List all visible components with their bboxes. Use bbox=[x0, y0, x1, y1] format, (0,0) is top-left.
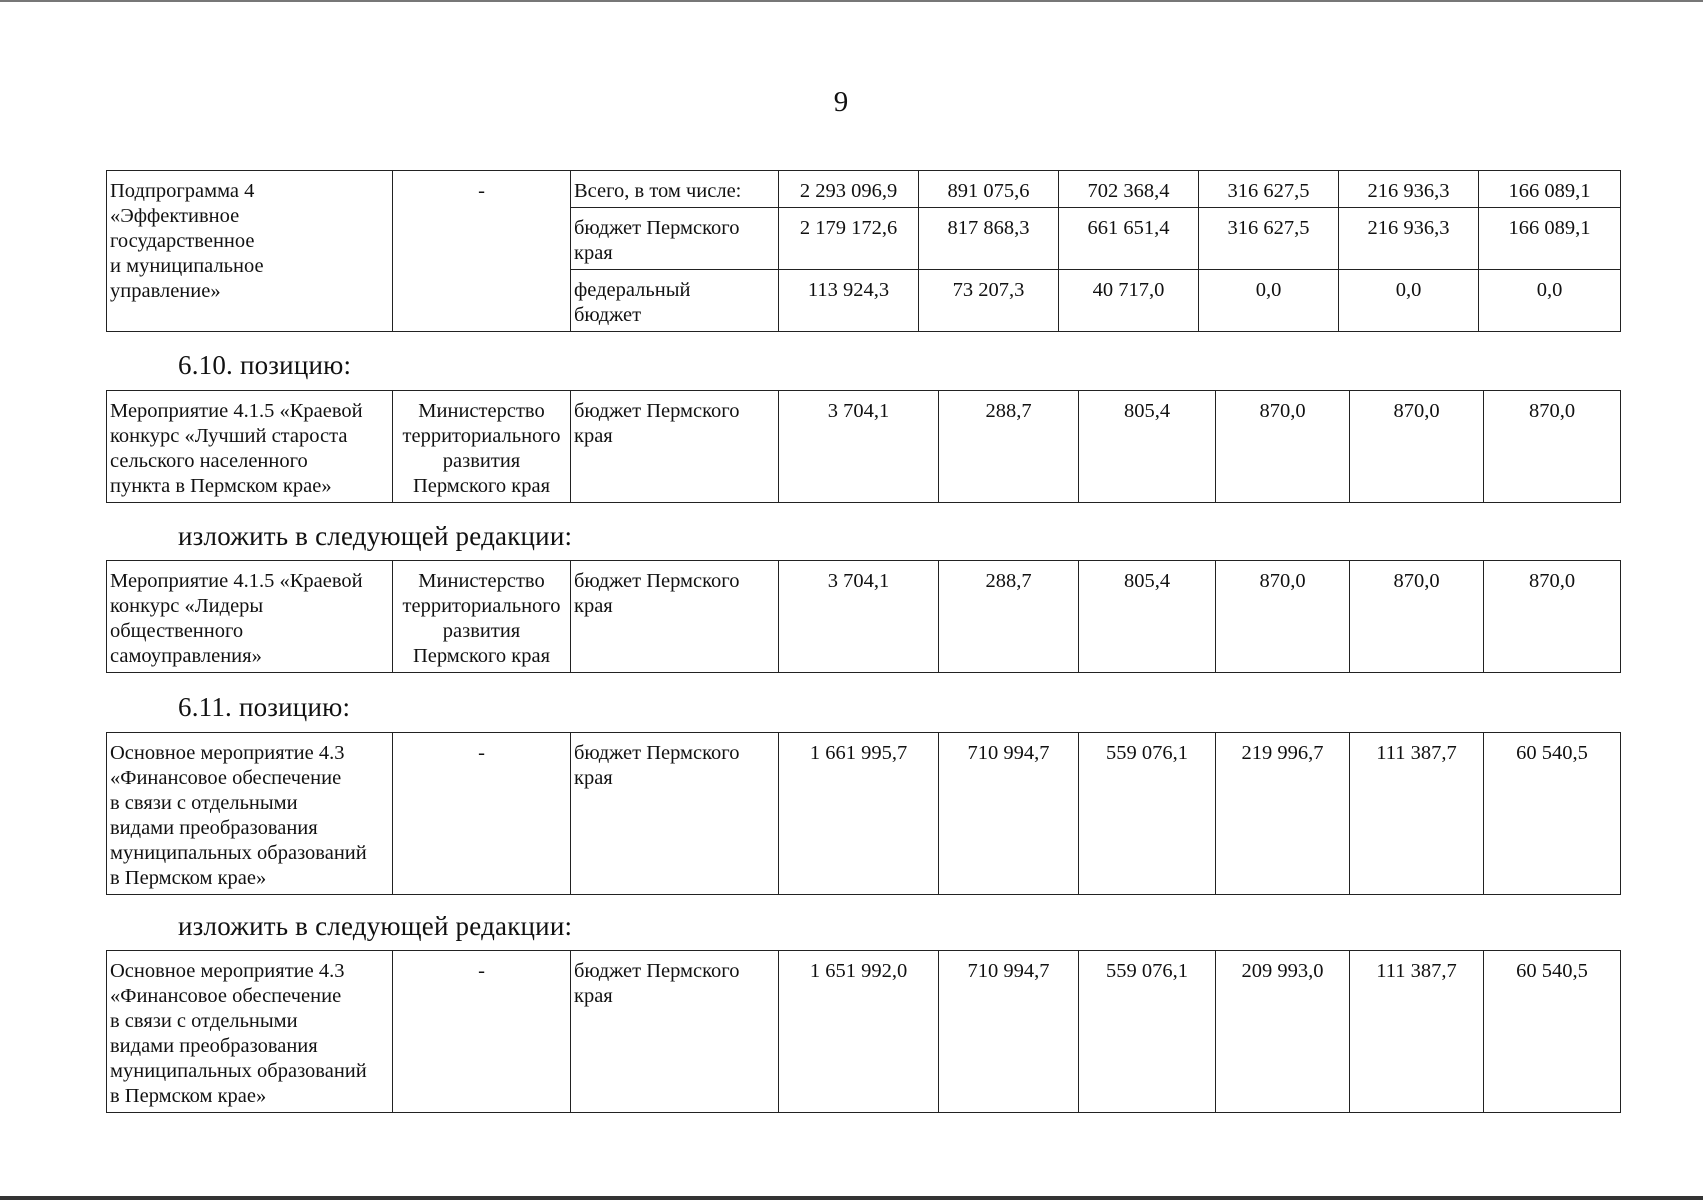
funding-source-line: края bbox=[574, 985, 613, 1007]
funding-source-cell bbox=[571, 951, 779, 1113]
measure-name-line: пункта в Пермском крае» bbox=[110, 475, 332, 497]
value-cell: 0,0 bbox=[1339, 270, 1479, 332]
measure-name-line: самоуправления» bbox=[110, 645, 262, 667]
value-cell: 111 387,7 bbox=[1350, 733, 1484, 895]
value-cell: 40 717,0 bbox=[1059, 270, 1199, 332]
funding-source-line: бюджет bbox=[574, 304, 642, 326]
measure-name-line: видами преобразования bbox=[110, 1035, 318, 1057]
funding-source-line: бюджет Пермского bbox=[574, 217, 740, 239]
value-cell: 2 293 096,9 bbox=[779, 171, 919, 208]
measure-name-line: видами преобразования bbox=[110, 817, 318, 839]
measure-4-1-5-old-table bbox=[106, 390, 1621, 503]
measure-name-line: Основное мероприятие 4.3 bbox=[110, 960, 345, 982]
funding-source-line: федеральный bbox=[574, 279, 691, 301]
value-cell: 60 540,5 bbox=[1484, 733, 1621, 895]
value-cell: 870,0 bbox=[1484, 391, 1621, 503]
value-cell: 817 868,3 bbox=[919, 208, 1059, 270]
responsible-cell: - bbox=[393, 733, 571, 895]
funding-source-line: края bbox=[574, 242, 613, 264]
subprogram-name-line: и муниципальное bbox=[110, 255, 264, 277]
funding-source-line: бюджет Пермского bbox=[574, 400, 740, 422]
value-cell: 166 089,1 bbox=[1479, 208, 1621, 270]
value-cell: 0,0 bbox=[1199, 270, 1339, 332]
measure-name-line: в Пермском крае» bbox=[110, 1085, 267, 1107]
value-cell: 0,0 bbox=[1479, 270, 1621, 332]
value-cell: 219 996,7 bbox=[1216, 733, 1350, 895]
value-cell: 702 368,4 bbox=[1059, 171, 1199, 208]
funding-source-line: края bbox=[574, 595, 613, 617]
measure-name-cell bbox=[107, 951, 393, 1113]
measure-4-3-new-table bbox=[106, 950, 1621, 1113]
measure-4-1-5-new-table bbox=[106, 560, 1621, 673]
measure-name-cell bbox=[107, 391, 393, 503]
measure-name-line: «Финансовое обеспечение bbox=[110, 985, 342, 1007]
value-cell: 3 704,1 bbox=[779, 391, 939, 503]
value-cell: 891 075,6 bbox=[919, 171, 1059, 208]
section-heading-6-10: 6.10. позицию: bbox=[178, 350, 352, 380]
section-heading-6-11: 6.11. позицию: bbox=[178, 692, 351, 722]
value-cell: 3 704,1 bbox=[779, 561, 939, 673]
value-cell: 710 994,7 bbox=[939, 951, 1079, 1113]
measure-name-line: конкурс «Лидеры bbox=[110, 595, 264, 617]
measure-name-line: в связи с отдельными bbox=[110, 1010, 298, 1032]
responsible-line: территориального bbox=[402, 425, 561, 447]
subprogram-table bbox=[106, 170, 1621, 332]
measure-name-line: Мероприятие 4.1.5 «Краевой bbox=[110, 400, 363, 422]
measure-name-line: в Пермском крае» bbox=[110, 867, 267, 889]
value-cell: 216 936,3 bbox=[1339, 171, 1479, 208]
responsible-line: развития bbox=[442, 450, 521, 472]
value-cell: 661 651,4 bbox=[1059, 208, 1199, 270]
measure-name-line: «Финансовое обеспечение bbox=[110, 767, 342, 789]
section-heading-edit-2: изложить в следующей редакции: bbox=[178, 911, 573, 941]
value-cell: 113 924,3 bbox=[779, 270, 919, 332]
responsible-cell bbox=[393, 391, 571, 503]
responsible-line: развития bbox=[442, 620, 521, 642]
value-cell: 870,0 bbox=[1484, 561, 1621, 673]
funding-source-cell bbox=[571, 171, 779, 208]
value-cell: 73 207,3 bbox=[919, 270, 1059, 332]
measure-name-line: сельского населенного bbox=[110, 450, 308, 472]
measure-name-line: муниципальных образований bbox=[110, 1060, 367, 1082]
page-number: 9 bbox=[833, 86, 849, 118]
responsible-line: Пермского края bbox=[412, 645, 551, 667]
value-cell: 111 387,7 bbox=[1350, 951, 1484, 1113]
value-cell: 1 661 995,7 bbox=[779, 733, 939, 895]
responsible-line: Министерство bbox=[418, 400, 545, 422]
measure-name-line: муниципальных образований bbox=[110, 842, 367, 864]
responsible-cell bbox=[393, 561, 571, 673]
responsible-cell: - bbox=[393, 951, 571, 1113]
responsible-line: территориального bbox=[402, 595, 561, 617]
subprogram-name-line: Подпрограмма 4 bbox=[110, 180, 255, 202]
funding-source-cell bbox=[571, 561, 779, 673]
measure-name-line: Основное мероприятие 4.3 bbox=[110, 742, 345, 764]
funding-source-line: бюджет Пермского bbox=[574, 570, 740, 592]
measure-name-line: в связи с отдельными bbox=[110, 792, 298, 814]
table-row bbox=[107, 951, 1621, 1113]
value-cell: 710 994,7 bbox=[939, 733, 1079, 895]
table-row bbox=[107, 561, 1621, 673]
scan-edge-bottom bbox=[0, 1196, 1703, 1200]
value-cell: 805,4 bbox=[1079, 561, 1216, 673]
value-cell: 1 651 992,0 bbox=[779, 951, 939, 1113]
measure-4-3-old-table bbox=[106, 732, 1621, 895]
measure-name-line: Мероприятие 4.1.5 «Краевой bbox=[110, 570, 363, 592]
table-row bbox=[107, 391, 1621, 503]
value-cell: 870,0 bbox=[1350, 391, 1484, 503]
value-cell: 559 076,1 bbox=[1079, 733, 1216, 895]
value-cell: 60 540,5 bbox=[1484, 951, 1621, 1113]
value-cell: 288,7 bbox=[939, 561, 1079, 673]
funding-source-line: края bbox=[574, 425, 613, 447]
value-cell: 805,4 bbox=[1079, 391, 1216, 503]
measure-name-line: конкурс «Лучший староста bbox=[110, 425, 348, 447]
scan-edge-top bbox=[0, 0, 1703, 2]
value-cell: 870,0 bbox=[1216, 561, 1350, 673]
responsible-line: Пермского края bbox=[412, 475, 551, 497]
value-cell: 316 627,5 bbox=[1199, 208, 1339, 270]
funding-source-line: Всего, в том числе: bbox=[574, 180, 742, 202]
subprogram-name-line: «Эффективное bbox=[110, 205, 240, 227]
value-cell: 559 076,1 bbox=[1079, 951, 1216, 1113]
responsible-line: Министерство bbox=[418, 570, 545, 592]
value-cell: 209 993,0 bbox=[1216, 951, 1350, 1113]
funding-source-cell bbox=[571, 270, 779, 332]
funding-source-cell bbox=[571, 391, 779, 503]
value-cell: 166 089,1 bbox=[1479, 171, 1621, 208]
measure-name-cell bbox=[107, 561, 393, 673]
value-cell: 316 627,5 bbox=[1199, 171, 1339, 208]
value-cell: 216 936,3 bbox=[1339, 208, 1479, 270]
funding-source-cell bbox=[571, 208, 779, 270]
value-cell: 288,7 bbox=[939, 391, 1079, 503]
funding-source-cell bbox=[571, 733, 779, 895]
funding-source-line: края bbox=[574, 767, 613, 789]
measure-name-cell bbox=[107, 733, 393, 895]
funding-source-line: бюджет Пермского bbox=[574, 960, 740, 982]
subprogram-name-cell bbox=[107, 171, 393, 332]
section-heading-edit-1: изложить в следующей редакции: bbox=[178, 521, 573, 551]
value-cell: 870,0 bbox=[1350, 561, 1484, 673]
value-cell: 870,0 bbox=[1216, 391, 1350, 503]
subprogram-name-line: управление» bbox=[110, 280, 221, 302]
subprogram-name-line: государственное bbox=[110, 230, 255, 252]
funding-source-line: бюджет Пермского bbox=[574, 742, 740, 764]
measure-name-line: общественного bbox=[110, 620, 244, 642]
responsible-cell: - bbox=[393, 171, 571, 332]
table-row bbox=[107, 171, 1621, 208]
value-cell: 2 179 172,6 bbox=[779, 208, 919, 270]
table-row bbox=[107, 733, 1621, 895]
